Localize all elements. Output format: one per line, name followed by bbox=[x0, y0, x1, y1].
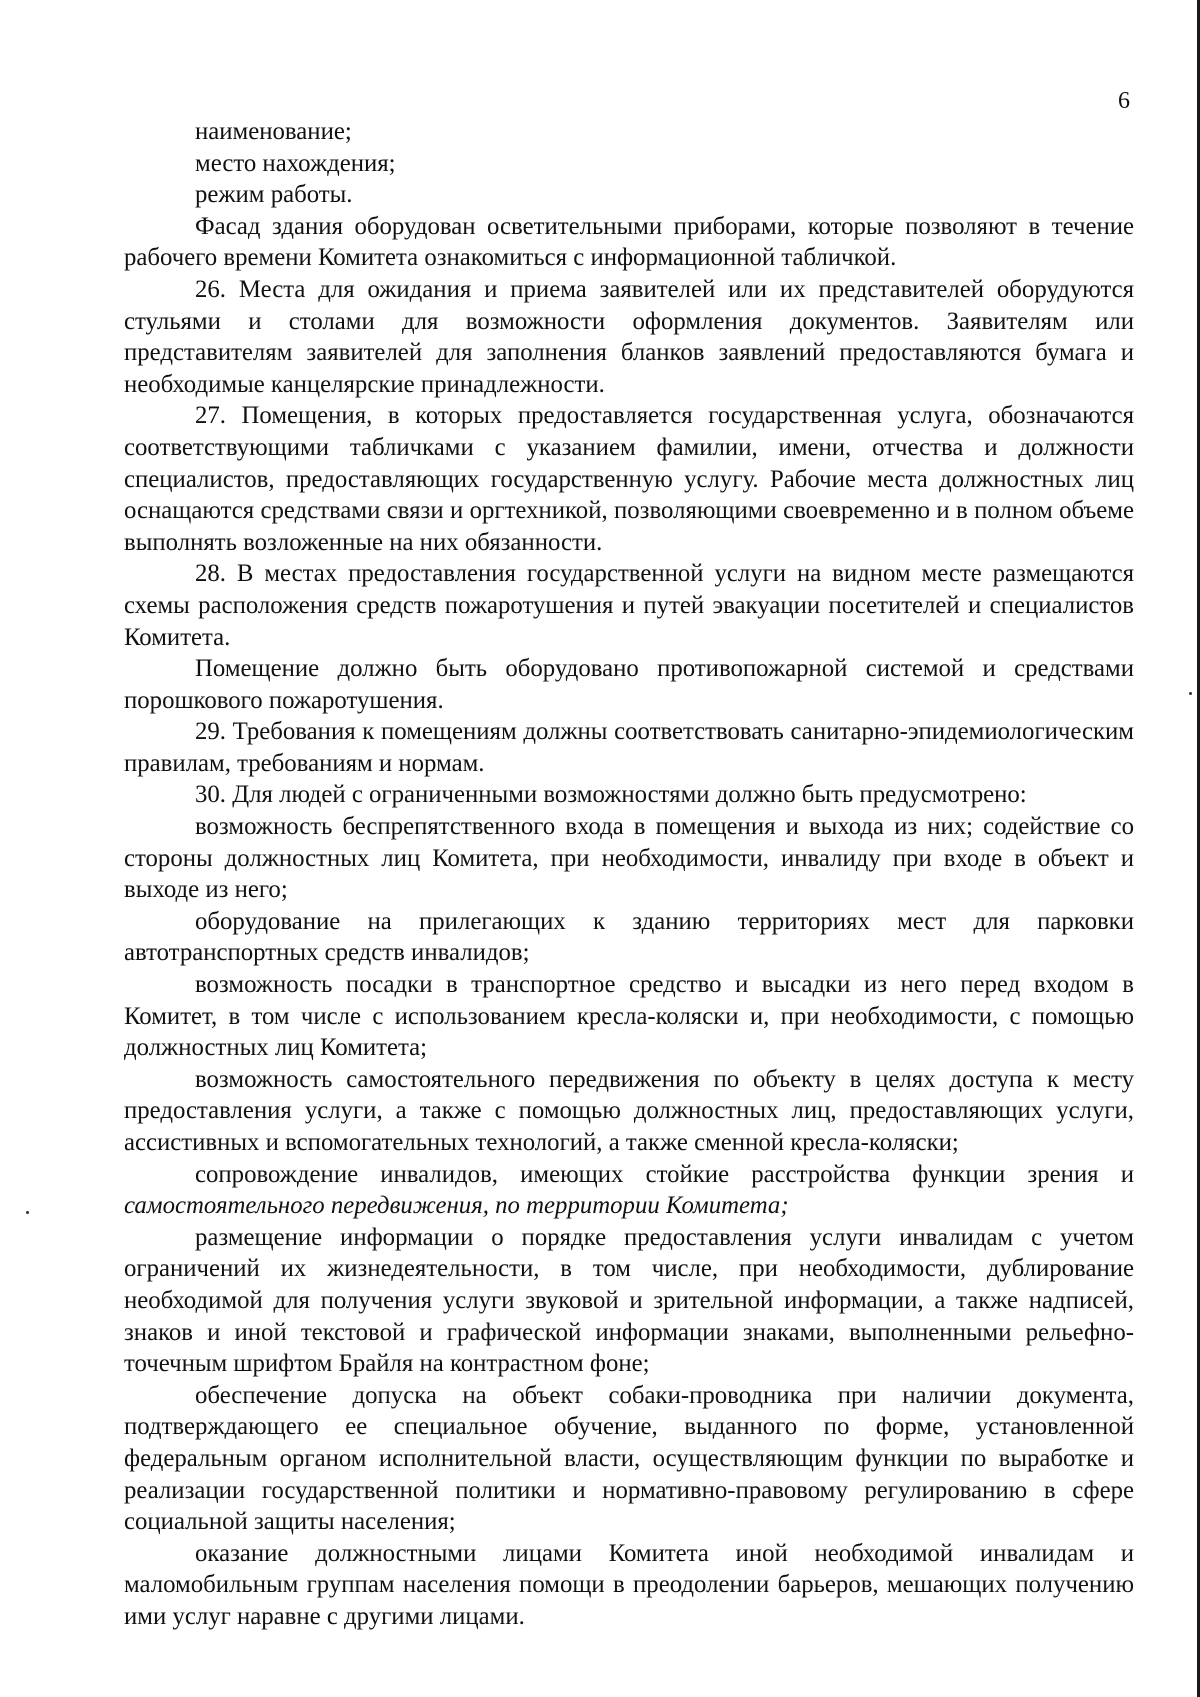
list-item-location: место нахождения; bbox=[195, 149, 396, 177]
scan-speck bbox=[26, 1211, 29, 1214]
paragraph-assistance: оказание должностными лицами Комитета иной необходимой инвалидам и маломобильным группам населения помощи в преодолении барьеров, мешающих получению ими услуг наравне с другими лицами. bbox=[124, 1539, 1134, 1630]
paragraph-facade: Фасад здания оборудован осветительными приборами, которые позволяют в течение рабочего времени Комитета ознакомиться с информационной табличкой. bbox=[124, 212, 1134, 272]
paragraph-information: размещение информации о порядке предоставления услуги инвалидам с учетом ограничений их жизнедеятельности, в том числе, при необходимости, дублирование необходимой для получения услуги звуковой и зрительной информации, а также надписей, знаков и иной текстовой и графической информации знаками, выполненными рельефно-точечным шрифтом Брайля на контрастном фоне; bbox=[124, 1223, 1134, 1378]
paragraph-parking: оборудование на прилегающих к зданию территориях мест для парковки автотранспортных средств инвалидов; bbox=[124, 907, 1134, 967]
paragraph-27: 27. Помещения, в которых предоставляется государственная услуга, обозначаются соответствующими табличками с указанием фамилии, имени, отчества и должности специалистов, предоставляющих государственную услугу. Рабочие места должностных лиц оснащаются средствами связи и оргтехникой, позволяющими своевременно и в полном объеме выполнять возложенные на них обязанности. bbox=[124, 402, 1134, 556]
escort-italic-text: самостоятельного передвижения, по территории Комитета; bbox=[124, 1192, 789, 1220]
paragraph-fire-system: Помещение должно быть оборудовано противопожарной системой и средствами порошкового пожаротушения. bbox=[124, 655, 1134, 714]
paragraph-26: 26. Места для ожидания и приема заявителей или их представителей оборудуются стульями и столами для возможности оформления документов. Заявителям или представителям заявителей для заполнения бланков заявлений предоставляются бумага и необходимые канцелярские принадлежности. bbox=[124, 275, 1134, 398]
paragraph-entrance: возможность беспрепятственного входа в помещения и выхода из них; содействие со стороны должностных лиц Комитета, при необходимости, инвалиду при входе в объект и выходе из него; bbox=[124, 813, 1134, 904]
document-body bbox=[124, 116, 1134, 1633]
list-item-name: наименование; bbox=[195, 118, 352, 145]
scan-speck bbox=[1189, 692, 1192, 695]
list-item-work-mode: режим работы. bbox=[195, 181, 353, 209]
paragraph-guide-dog: обеспечение допуска на объект собаки-проводника при наличии документа, подтверждающего ее специальное обучение, выданного по форме, установленной федеральным органом исполнительной власти, осуществляющим функции по выработке и реализации государственной политики и нормативно-правовому регулированию в сфере социальной защиты населения; bbox=[124, 1381, 1134, 1536]
paragraph-boarding: возможность посадки в транспортное средство и высадки из него перед входом в Комитет, в том числе с использованием кресла-коляски и, при необходимости, с помощью должностных лиц Комитета; bbox=[124, 971, 1134, 1062]
paragraph-29: 29. Требования к помещениям должны соответствовать санитарно-эпидемиологическим правилам, требованиям и нормам. bbox=[124, 718, 1134, 777]
paragraph-28: 28. В местах предоставления государственной услуги на видном месте размещаются схемы расположения средств пожаротушения и путей эвакуации посетителей и специалистов Комитета. bbox=[124, 560, 1134, 651]
escort-text: сопровождение инвалидов, имеющих стойкие расстройства функции зрения и bbox=[195, 1160, 1134, 1188]
paragraph-movement: возможность самостоятельного передвижения по объекту в целях доступа к месту предоставления услуги, а также с помощью должностных лиц, предоставляющих услуги, ассистивных и вспомогательных технологий, а также сменной кресла-коляски; bbox=[124, 1065, 1134, 1156]
paragraph-escort bbox=[124, 1159, 1134, 1222]
paragraph-30: 30. Для людей с ограниченными возможностями должно быть предусмотрено: bbox=[195, 781, 1027, 809]
page-number: 6 bbox=[1118, 88, 1130, 114]
